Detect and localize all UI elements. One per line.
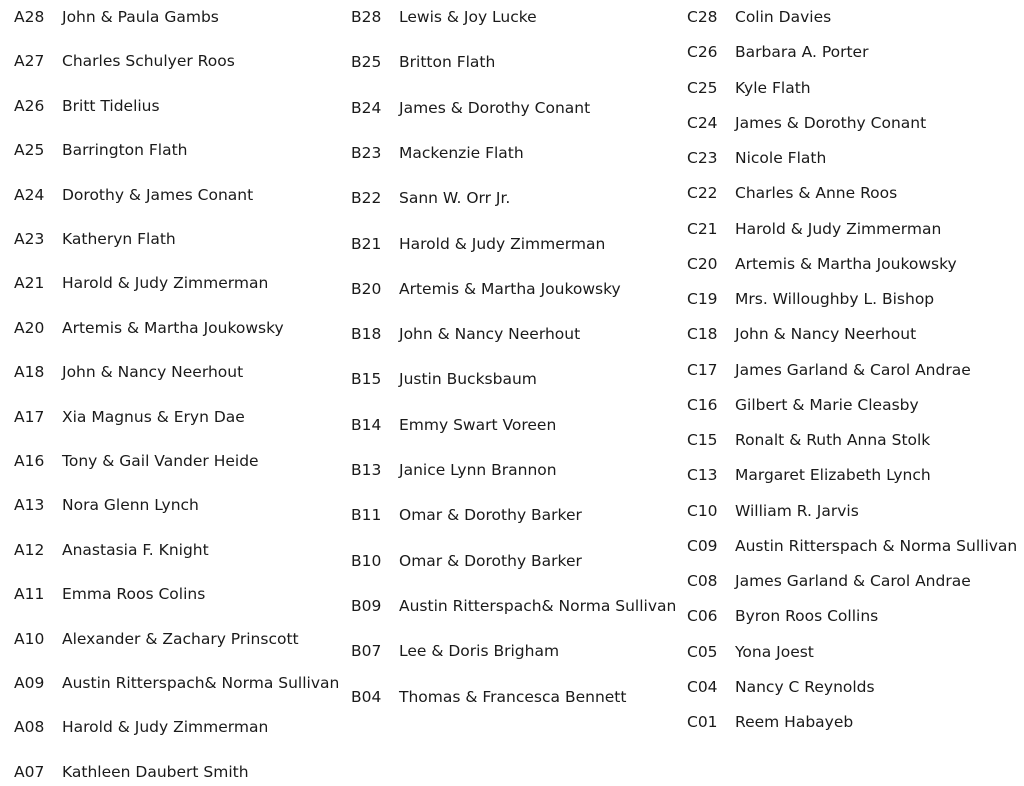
entry-name: Harold & Judy Zimmerman (62, 274, 269, 293)
entry-code: C10 (687, 501, 718, 520)
entry-code: A09 (14, 674, 45, 692)
entry-code: A25 (14, 141, 45, 160)
entry-name: Tony & Gail Vander Heide (62, 452, 259, 470)
entry-name: John & Nancy Neerhout (62, 363, 244, 382)
entry-name: Harold & Judy Zimmerman (62, 718, 269, 737)
entry-code: A24 (14, 185, 45, 204)
entry-code: B15 (351, 370, 382, 389)
entry-code: B24 (351, 98, 382, 117)
entry-code: C28 (687, 8, 718, 26)
entry-name: Artemis & Martha Joukowsky (399, 279, 621, 298)
entry-name: Barrington Flath (62, 141, 188, 160)
entry-name: Artemis & Martha Joukowsky (735, 254, 957, 273)
entry-name: Lee & Doris Brigham (399, 642, 560, 661)
entry-name: John & Nancy Neerhout (399, 325, 581, 344)
entry-name: Mackenzie Flath (399, 143, 524, 162)
entry-code: A12 (14, 540, 45, 559)
entry-name: Katheryn Flath (62, 230, 176, 248)
entry-name: Xia Magnus & Eryn Dae (62, 407, 245, 426)
entry-code: B23 (351, 143, 382, 162)
entry-code: B18 (351, 325, 382, 344)
entry-code: C22 (687, 184, 718, 203)
entry-code: B13 (351, 461, 382, 479)
entry-name: Gilbert & Marie Cleasby (735, 395, 919, 414)
entry-code: A20 (14, 318, 45, 337)
entry-code: B21 (351, 234, 382, 253)
entry-code: C20 (687, 254, 718, 273)
entry-name: James & Dorothy Conant (399, 98, 591, 117)
entry-name: Harold & Judy Zimmerman (735, 219, 942, 238)
entry-name: Barbara A. Porter (735, 43, 869, 62)
entry-name: Austin Ritterspach& Norma Sullivan (399, 596, 677, 615)
entry-name: Ronalt & Ruth Anna Stolk (735, 431, 931, 449)
entry-name: Kyle Flath (735, 78, 811, 97)
entry-code: A21 (14, 274, 45, 293)
entry-name: Mrs. Willoughby L. Bishop (735, 290, 935, 308)
entry-code: A16 (14, 452, 45, 470)
entry-code: C01 (687, 713, 718, 731)
entry-code: B14 (351, 415, 382, 434)
entry-name: Nora Glenn Lynch (62, 496, 199, 515)
entry-name: Reem Habayeb (735, 713, 854, 731)
entry-name: James Garland & Carol Andrae (735, 360, 971, 379)
entry-code: A07 (14, 762, 45, 781)
entry-code: C13 (687, 466, 718, 485)
entry-code: C26 (687, 43, 718, 62)
entry-name: Yona Joest (735, 642, 814, 661)
entry-name: John & Paula Gambs (62, 8, 219, 26)
entry-code: A13 (14, 496, 45, 515)
entry-name: Thomas & Francesca Bennett (399, 687, 627, 706)
entry-code: B22 (351, 189, 382, 208)
entry-name: Harold & Judy Zimmerman (399, 234, 606, 253)
entry-code: C21 (687, 219, 718, 238)
entry-code: C23 (687, 149, 718, 167)
entry-name: Omar & Dorothy Barker (399, 506, 582, 525)
entry-code: C24 (687, 113, 718, 132)
entry-name: John & Nancy Neerhout (735, 325, 917, 344)
entry-name: James & Dorothy Conant (735, 113, 927, 132)
entry-code: A10 (14, 629, 45, 648)
entry-name: Kathleen Daubert Smith (62, 762, 249, 781)
entry-code: B09 (351, 596, 382, 615)
entry-name: Lewis & Joy Lucke (399, 8, 537, 26)
entry-code: C05 (687, 642, 718, 661)
entry-name: Sann W. Orr Jr. (399, 189, 511, 208)
entry-code: A23 (14, 230, 45, 248)
entry-code: B20 (351, 279, 382, 298)
entry-name: Emmy Swart Voreen (399, 415, 557, 434)
entry-code: C18 (687, 325, 718, 344)
entry-name: Charles & Anne Roos (735, 184, 898, 203)
entry-name: Britt Tidelius (62, 96, 160, 115)
entry-name: Emma Roos Colins (62, 585, 206, 604)
entry-code: A11 (14, 585, 45, 604)
entry-code: B10 (351, 551, 382, 570)
entry-name: Justin Bucksbaum (399, 370, 537, 389)
entry-code: B28 (351, 8, 382, 26)
entry-name: William R. Jarvis (735, 501, 859, 520)
entry-code: C25 (687, 78, 718, 97)
entry-name: Artemis & Martha Joukowsky (62, 318, 284, 337)
entry-name: Nancy C Reynolds (735, 677, 875, 696)
entry-code: A18 (14, 363, 45, 382)
entry-name: Janice Lynn Brannon (399, 461, 557, 479)
entry-code: B25 (351, 53, 382, 72)
entry-name: Austin Ritterspach & Norma Sullivan (735, 536, 1018, 555)
entry-code: C15 (687, 431, 718, 449)
entry-name: Margaret Elizabeth Lynch (735, 466, 931, 485)
entry-code: B04 (351, 687, 382, 706)
entry-code: C16 (687, 395, 718, 414)
entry-name: Colin Davies (735, 8, 832, 26)
entry-code: B07 (351, 642, 382, 661)
entry-name: Nicole Flath (735, 149, 827, 167)
entry-code: A26 (14, 96, 45, 115)
entry-name: Britton Flath (399, 53, 496, 72)
entry-code: C19 (687, 290, 718, 308)
entry-code: A28 (14, 8, 45, 26)
entry-code: C04 (687, 677, 718, 696)
entry-name: Charles Schulyer Roos (62, 52, 235, 71)
entry-name: Austin Ritterspach& Norma Sullivan (62, 674, 340, 692)
entry-name: Omar & Dorothy Barker (399, 551, 582, 570)
entry-name: James Garland & Carol Andrae (735, 572, 971, 590)
entry-code: A27 (14, 52, 45, 71)
entry-name: Alexander & Zachary Prinscott (62, 629, 299, 648)
entry-code: A17 (14, 407, 45, 426)
entry-code: C17 (687, 360, 718, 379)
entry-code: B11 (351, 506, 382, 525)
entry-code: C08 (687, 572, 718, 590)
entry-code: A08 (14, 718, 45, 737)
entry-name: Byron Roos Collins (735, 607, 879, 626)
entry-name: Dorothy & James Conant (62, 185, 254, 204)
entry-code: C09 (687, 536, 718, 555)
entry-code: C06 (687, 607, 718, 626)
entry-name: Anastasia F. Knight (62, 540, 209, 559)
